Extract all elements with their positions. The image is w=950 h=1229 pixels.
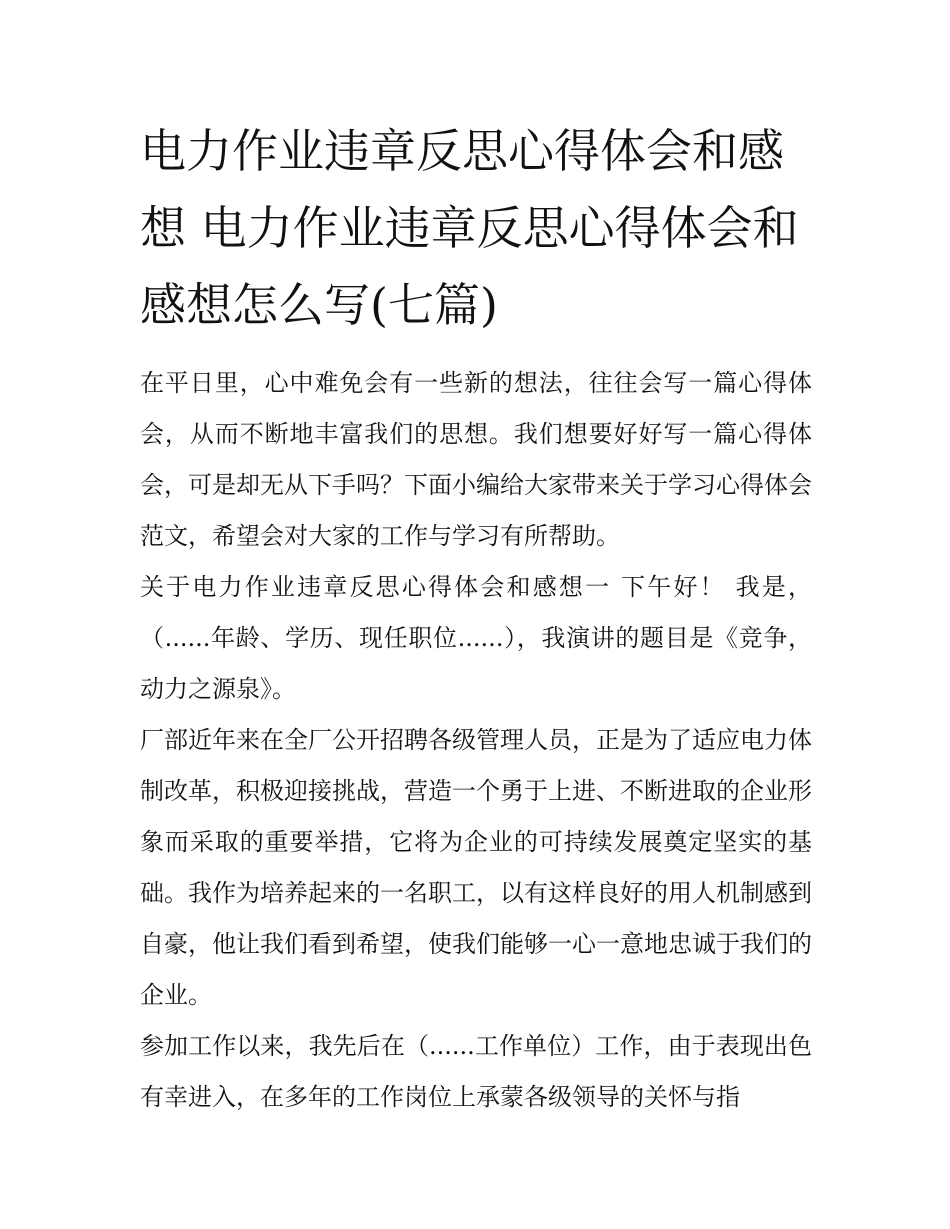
paragraph-speech-opening: 关于电力作业违章反思心得体会和感想一 下午好！ 我是，（......年龄、学历、现任职位......），我演讲的题目是《竞争，动力之源泉》。: [140, 573, 812, 703]
paragraph-intro: 在平日里，心中难免会有一些新的想法，往往会写一篇心得体会，从而不断地丰富我们的思想。我们想要好好写一篇心得体会，可是却无从下手吗？下面小编给大家带来关于学习心得体会范文，希望会对大家的工作与学习有所帮助。: [140, 369, 812, 550]
paragraph-work-history: 参加工作以来，我先后在（......工作单位）工作，由于表现出色有幸进入，在多年的工作岗位上承蒙各级领导的关怀与指: [140, 1032, 812, 1111]
document-title: 电力作业违章反思心得体会和感想 电力作业违章反思心得体会和感想怎么写(七篇): [140, 124, 799, 332]
paragraph-recruitment: 厂部近年来在全厂公开招聘各级管理人员，正是为了适应电力体制改革，积极迎接挑战，营造一个勇于上进、不断进取的企业形象而采取的重要举措，它将为企业的可持续发展奠定坚实的基础。我作为培养起来的一名职工，以有这样良好的用人机制感到自豪，他让我们看到希望，使我们能够一心一意地忠诚于我们的企业。: [140, 726, 812, 1009]
document-content: [140, 113, 812, 1123]
